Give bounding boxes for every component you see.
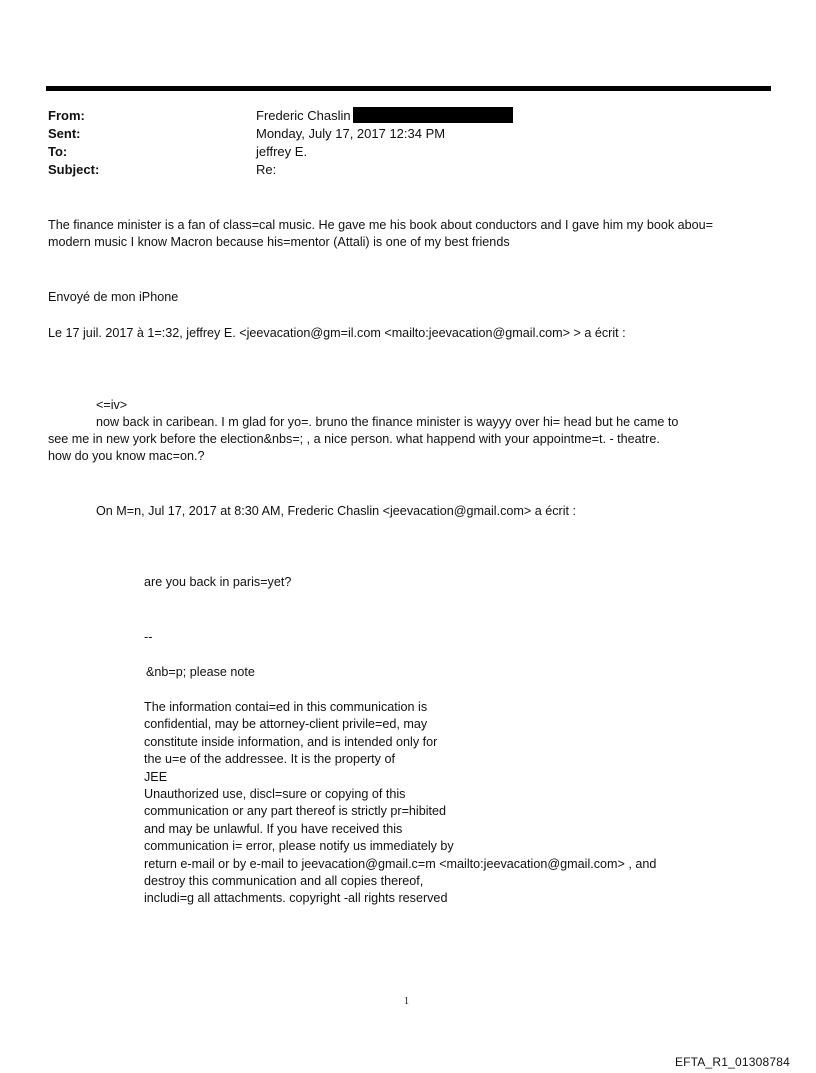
disclaimer-line: return e-mail or by e-mail to jeevacation@gmail.c=m <mailto:jeevacation@gmail.com> , and xyxy=(144,856,657,871)
reply-line: how do you know mac=on.? xyxy=(48,449,205,463)
from-label: From: xyxy=(48,108,85,123)
disclaimer-line: and may be unlawful. If you have received this xyxy=(144,821,403,836)
from-value xyxy=(256,107,513,125)
message-paragraph xyxy=(48,217,768,251)
disclaimer-line: includi=g all attachments. copyright -all rights reserved xyxy=(144,891,448,906)
message-line: The finance minister is a fan of class=cal music. He gave me his book about conductors and I gave him my book abou= xyxy=(48,218,714,232)
quote-intro: Le 17 juil. 2017 à 1=:32, jeffrey E. <jeevacation@gm=il.com <mailto:jeevacation@gmail.com> > a écrit : xyxy=(48,326,626,340)
page-number: 1 xyxy=(404,996,409,1007)
sent-label: Sent: xyxy=(48,126,81,141)
disclaimer-line: communication i= error, please notify us immediately by xyxy=(144,839,454,854)
message-line: modern music I know Macron because his=mentor (Attali) is one of my best friends xyxy=(48,235,510,249)
header-rule xyxy=(46,86,771,91)
reply-line: see me in new york before the election&nbs=; , a nice person. what happend with your appointme=t. - theatre. xyxy=(48,432,660,446)
disclaimer-line: communication or any part thereof is strictly pr=hibited xyxy=(144,804,447,819)
to-label: To: xyxy=(48,144,68,159)
to-value: jeffrey E. xyxy=(256,144,308,159)
disclaimer-line: the u=e of the addressee. It is the property of xyxy=(144,752,395,767)
subject-label: Subject: xyxy=(48,162,100,177)
disclaimer-line: destroy this communication and all copies thereof, xyxy=(144,874,424,889)
disclaimer-line: JEE xyxy=(144,769,168,784)
subject-value: Re: xyxy=(256,162,277,177)
reply-line: now back in caribean. I m glad for yo=. bruno the finance minister is wayyy over hi= head but he came to xyxy=(96,415,679,429)
from-name: Frederic Chaslin xyxy=(256,108,351,123)
please-note: &nb=p; please note xyxy=(146,665,255,679)
reply-paragraph xyxy=(48,414,768,465)
signature-dashes: -- xyxy=(144,630,153,644)
sent-value: Monday, July 17, 2017 12:34 PM xyxy=(256,126,446,141)
iphone-signature: Envoyé de mon iPhone xyxy=(48,290,179,304)
quote2-intro: On M=n, Jul 17, 2017 at 8:30 AM, Frederic Chaslin <jeevacation@gmail.com> a écrit : xyxy=(96,504,577,518)
disclaimer-block xyxy=(144,699,656,908)
document-id: EFTA_R1_01308784 xyxy=(674,1055,790,1069)
question-line: are you back in paris=yet? xyxy=(144,575,292,589)
disclaimer-line: Unauthorized use, discl=sure or copying of this xyxy=(144,787,406,802)
disclaimer-line: constitute inside information, and is intended only for xyxy=(144,734,438,749)
redaction-block xyxy=(353,107,513,123)
div-tag: <=iv> xyxy=(96,398,128,412)
disclaimer-line: The information contai=ed in this communication is xyxy=(144,700,428,714)
disclaimer-line: confidential, may be attorney-client privile=ed, may xyxy=(144,717,428,732)
